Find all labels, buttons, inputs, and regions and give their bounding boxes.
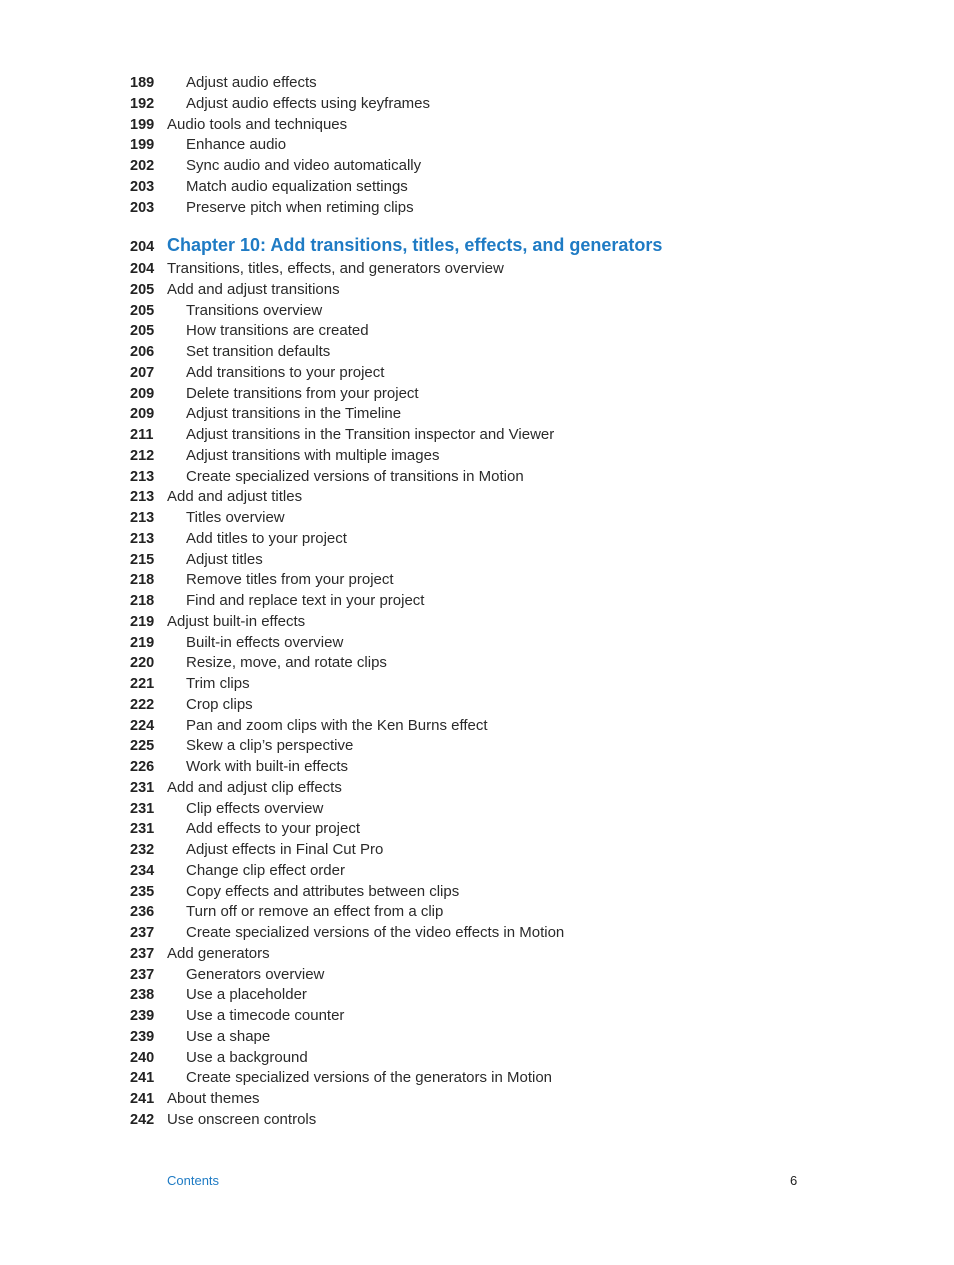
toc-entry-title[interactable]: Generators overview bbox=[186, 965, 325, 983]
toc-entry-title[interactable]: Adjust built-in effects bbox=[167, 612, 306, 630]
toc-entry[interactable] bbox=[130, 902, 850, 923]
toc-entry[interactable] bbox=[130, 384, 850, 405]
toc-entry[interactable] bbox=[130, 1048, 850, 1069]
toc-entry[interactable] bbox=[130, 882, 850, 903]
toc-entry-title[interactable]: Trim clips bbox=[186, 675, 250, 692]
toc-entry-title[interactable]: Adjust transitions in the Transition inspector and Viewer bbox=[186, 426, 555, 443]
toc-page-number: 189 bbox=[130, 75, 155, 91]
toc-entry[interactable] bbox=[130, 446, 850, 467]
toc-entry[interactable] bbox=[130, 736, 850, 757]
toc-entry-title[interactable]: Resize, move, and rotate clips bbox=[186, 654, 387, 672]
toc-entry-title[interactable]: Match audio equalization settings bbox=[186, 177, 408, 195]
toc-page-number: 241 bbox=[130, 1091, 155, 1107]
toc-entry-title[interactable]: Skew a clip’s perspective bbox=[186, 737, 354, 755]
toc-entry[interactable] bbox=[130, 135, 850, 156]
toc-entry[interactable] bbox=[130, 321, 850, 342]
toc-entry[interactable] bbox=[130, 363, 850, 384]
toc-entry[interactable] bbox=[130, 177, 850, 198]
toc-page-number: 241 bbox=[130, 1070, 155, 1087]
toc-page-number: 203 bbox=[130, 199, 155, 216]
toc-page-number: 231 bbox=[130, 800, 155, 817]
toc-entry-title[interactable]: Create specialized versions of the generators in Motion bbox=[186, 1069, 553, 1087]
toc-entry[interactable] bbox=[130, 716, 850, 737]
toc-page-number: 199 bbox=[130, 116, 155, 133]
toc-entry-title[interactable]: Adjust audio effects bbox=[186, 74, 317, 91]
toc-entry[interactable] bbox=[130, 674, 850, 695]
toc-page-number: 206 bbox=[130, 344, 155, 360]
toc-entry[interactable] bbox=[130, 550, 850, 571]
toc-page-number: 199 bbox=[130, 137, 155, 154]
toc-entry[interactable] bbox=[130, 757, 850, 778]
toc-page-number: 221 bbox=[130, 676, 155, 692]
toc-entry[interactable] bbox=[130, 819, 850, 840]
toc-page-number: 231 bbox=[130, 779, 155, 796]
toc-entry[interactable] bbox=[130, 301, 850, 322]
toc-page-number: 203 bbox=[130, 178, 155, 195]
toc-entry-title[interactable]: How transitions are created bbox=[186, 322, 369, 340]
toc-page-number: 209 bbox=[130, 406, 155, 423]
toc-page-number: 202 bbox=[130, 158, 155, 174]
toc-entry-title[interactable]: Create specialized versions of the video effects in Motion bbox=[186, 924, 565, 941]
toc-page-number: 232 bbox=[130, 842, 155, 858]
toc-entry[interactable] bbox=[130, 591, 850, 612]
toc-entry-title[interactable]: Audio tools and techniques bbox=[167, 115, 348, 133]
toc-entry-title[interactable]: Add transitions to your project bbox=[186, 363, 385, 381]
toc-page-number: 207 bbox=[130, 364, 155, 381]
toc-entry-title[interactable]: Preserve pitch when retiming clips bbox=[186, 198, 414, 216]
toc-page-number: 222 bbox=[130, 696, 155, 713]
toc-entry-title[interactable]: Add and adjust titles bbox=[167, 488, 303, 506]
toc-page-number: 209 bbox=[130, 385, 155, 402]
toc-page-number: 234 bbox=[130, 862, 155, 879]
toc-entry-title[interactable]: Adjust transitions with multiple images bbox=[186, 446, 440, 464]
toc-page-number: 213 bbox=[130, 489, 155, 506]
toc-page-number: 219 bbox=[130, 613, 155, 630]
toc-page-number: 225 bbox=[130, 738, 155, 755]
toc-entry[interactable] bbox=[130, 923, 850, 944]
toc-page-number: 240 bbox=[130, 1049, 155, 1066]
toc-entry[interactable] bbox=[130, 799, 850, 820]
toc-entry-title[interactable]: Use a background bbox=[186, 1048, 308, 1066]
toc-page-number: 224 bbox=[130, 717, 155, 734]
toc-entry-title[interactable]: Create specialized versions of transitions in Motion bbox=[186, 467, 524, 485]
toc-page-number: 211 bbox=[130, 427, 154, 443]
toc-entry-title[interactable]: Use a placeholder bbox=[186, 986, 307, 1004]
toc-entry[interactable] bbox=[130, 487, 850, 508]
toc-entry-title[interactable]: Enhance audio bbox=[186, 136, 287, 154]
toc-entry-title[interactable]: Add and adjust clip effects bbox=[167, 778, 342, 796]
toc-page-number: 242 bbox=[130, 1111, 155, 1128]
toc-entry[interactable] bbox=[130, 115, 850, 136]
toc-page-number: 235 bbox=[130, 883, 155, 900]
toc-entry[interactable] bbox=[130, 467, 850, 488]
toc-entry-title[interactable]: Add generators bbox=[167, 944, 270, 962]
toc-entry-title[interactable]: Built-in effects overview bbox=[186, 633, 344, 651]
toc-entry-title[interactable]: Adjust audio effects using keyframes bbox=[186, 94, 431, 112]
toc-page-number: 239 bbox=[130, 1008, 155, 1024]
toc-entry[interactable] bbox=[130, 840, 850, 861]
toc-page-number: 237 bbox=[130, 966, 155, 983]
toc-entry[interactable] bbox=[130, 1089, 850, 1110]
toc-entry-title[interactable]: Pan and zoom clips with the Ken Burns effect bbox=[186, 716, 488, 734]
toc-page-number: 212 bbox=[130, 447, 155, 464]
toc-entry[interactable] bbox=[130, 965, 850, 986]
toc-entry-title[interactable]: Transitions overview bbox=[186, 301, 323, 319]
toc-page-number: 204 bbox=[130, 261, 155, 277]
toc-entry[interactable] bbox=[130, 695, 850, 716]
toc-page-number: 213 bbox=[130, 510, 155, 526]
toc-page-number: 213 bbox=[130, 468, 155, 485]
toc-page-number: 236 bbox=[130, 904, 155, 921]
chapter-page-number: 204 bbox=[130, 239, 155, 255]
toc-entry-title[interactable]: Use onscreen controls bbox=[167, 1110, 317, 1128]
toc-entry-title[interactable]: Add titles to your project bbox=[186, 529, 347, 547]
toc-entry[interactable] bbox=[130, 985, 850, 1006]
toc-entry[interactable] bbox=[130, 529, 850, 550]
toc-entry-title[interactable]: Use a timecode counter bbox=[186, 1007, 345, 1024]
toc-entry[interactable] bbox=[130, 259, 850, 280]
toc-entry-title[interactable]: Change clip effect order bbox=[186, 861, 345, 879]
toc-entry[interactable] bbox=[130, 861, 850, 882]
toc-entry-title[interactable]: Turn off or remove an effect from a clip bbox=[186, 903, 444, 921]
toc-page-number: 237 bbox=[130, 925, 155, 941]
toc-entry[interactable] bbox=[130, 612, 850, 633]
toc-entry[interactable] bbox=[130, 508, 850, 529]
toc-entry[interactable] bbox=[130, 1006, 850, 1027]
toc-entry-title[interactable]: Copy effects and attributes between clips bbox=[186, 882, 460, 900]
toc-entry-title[interactable]: Adjust transitions in the Timeline bbox=[186, 405, 402, 423]
toc-entry-title[interactable]: Find and replace text in your project bbox=[186, 592, 425, 609]
toc-page-number: 226 bbox=[130, 759, 155, 775]
toc-entry-title[interactable]: Add and adjust transitions bbox=[167, 280, 340, 298]
toc-entry-title[interactable]: Adjust titles bbox=[186, 550, 263, 568]
toc-entry-title[interactable]: Transitions, titles, effects, and generators overview bbox=[167, 260, 504, 277]
toc-page-number: 239 bbox=[130, 1028, 155, 1045]
toc-chapter-section bbox=[130, 232, 850, 1131]
toc-entry[interactable] bbox=[130, 198, 850, 219]
footer-page-number: 6 bbox=[790, 1173, 798, 1188]
toc-entry[interactable] bbox=[130, 1027, 850, 1048]
toc-page-number: 219 bbox=[130, 634, 155, 651]
toc-page-number: 220 bbox=[130, 655, 155, 672]
toc-page-number: 205 bbox=[130, 323, 155, 340]
toc-entry[interactable] bbox=[130, 73, 850, 94]
toc-entry-title[interactable]: Titles overview bbox=[186, 509, 285, 526]
toc-page-number: 215 bbox=[130, 551, 155, 568]
toc-page-number: 238 bbox=[130, 987, 155, 1004]
toc-page-number: 231 bbox=[130, 821, 155, 838]
chapter-heading-row[interactable] bbox=[130, 232, 850, 259]
toc-entry-title[interactable]: Clip effects overview bbox=[186, 799, 324, 817]
toc-entry-title[interactable]: Adjust effects in Final Cut Pro bbox=[186, 841, 384, 858]
toc-entry[interactable] bbox=[130, 570, 850, 591]
toc-entry-title[interactable]: Add effects to your project bbox=[186, 820, 360, 838]
toc-entry-title[interactable]: Set transition defaults bbox=[186, 343, 331, 360]
toc-page-number: 237 bbox=[130, 945, 155, 962]
toc-entry[interactable] bbox=[130, 404, 850, 425]
toc-page-number: 205 bbox=[130, 302, 155, 319]
footer-contents-link[interactable]: Contents bbox=[167, 1173, 220, 1188]
toc-entry[interactable] bbox=[130, 280, 850, 301]
toc-entry-title[interactable]: Crop clips bbox=[186, 695, 253, 713]
toc-page-number: 218 bbox=[130, 572, 155, 589]
toc-page-number: 218 bbox=[130, 593, 155, 609]
toc-entry[interactable] bbox=[130, 653, 850, 674]
toc-page-number: 205 bbox=[130, 281, 155, 298]
toc-entry[interactable] bbox=[130, 425, 850, 446]
toc-entry-title[interactable]: About themes bbox=[167, 1090, 260, 1107]
toc-entry-title[interactable]: Delete transitions from your project bbox=[186, 384, 419, 402]
toc-entry[interactable] bbox=[130, 944, 850, 965]
chapter-title[interactable]: Chapter 10: Add transitions, titles, effects, and generators bbox=[167, 235, 663, 255]
toc-entry-title[interactable]: Work with built-in effects bbox=[186, 758, 349, 775]
toc-entry[interactable] bbox=[130, 633, 850, 654]
toc-list-chapter bbox=[130, 259, 850, 1131]
toc-entry-title[interactable]: Use a shape bbox=[186, 1027, 271, 1045]
toc-entry[interactable] bbox=[130, 342, 850, 363]
toc-list-top bbox=[130, 73, 850, 218]
toc-entry[interactable] bbox=[130, 1068, 850, 1089]
toc-page-number: 213 bbox=[130, 530, 155, 547]
toc-entry[interactable] bbox=[130, 778, 850, 799]
toc-entry[interactable] bbox=[130, 1110, 850, 1131]
toc-entry-title[interactable]: Remove titles from your project bbox=[186, 571, 394, 589]
toc-entry-title[interactable]: Sync audio and video automatically bbox=[186, 157, 422, 174]
toc-entry[interactable] bbox=[130, 94, 850, 115]
toc-entry[interactable] bbox=[130, 156, 850, 177]
toc-page-number: 192 bbox=[130, 95, 155, 112]
